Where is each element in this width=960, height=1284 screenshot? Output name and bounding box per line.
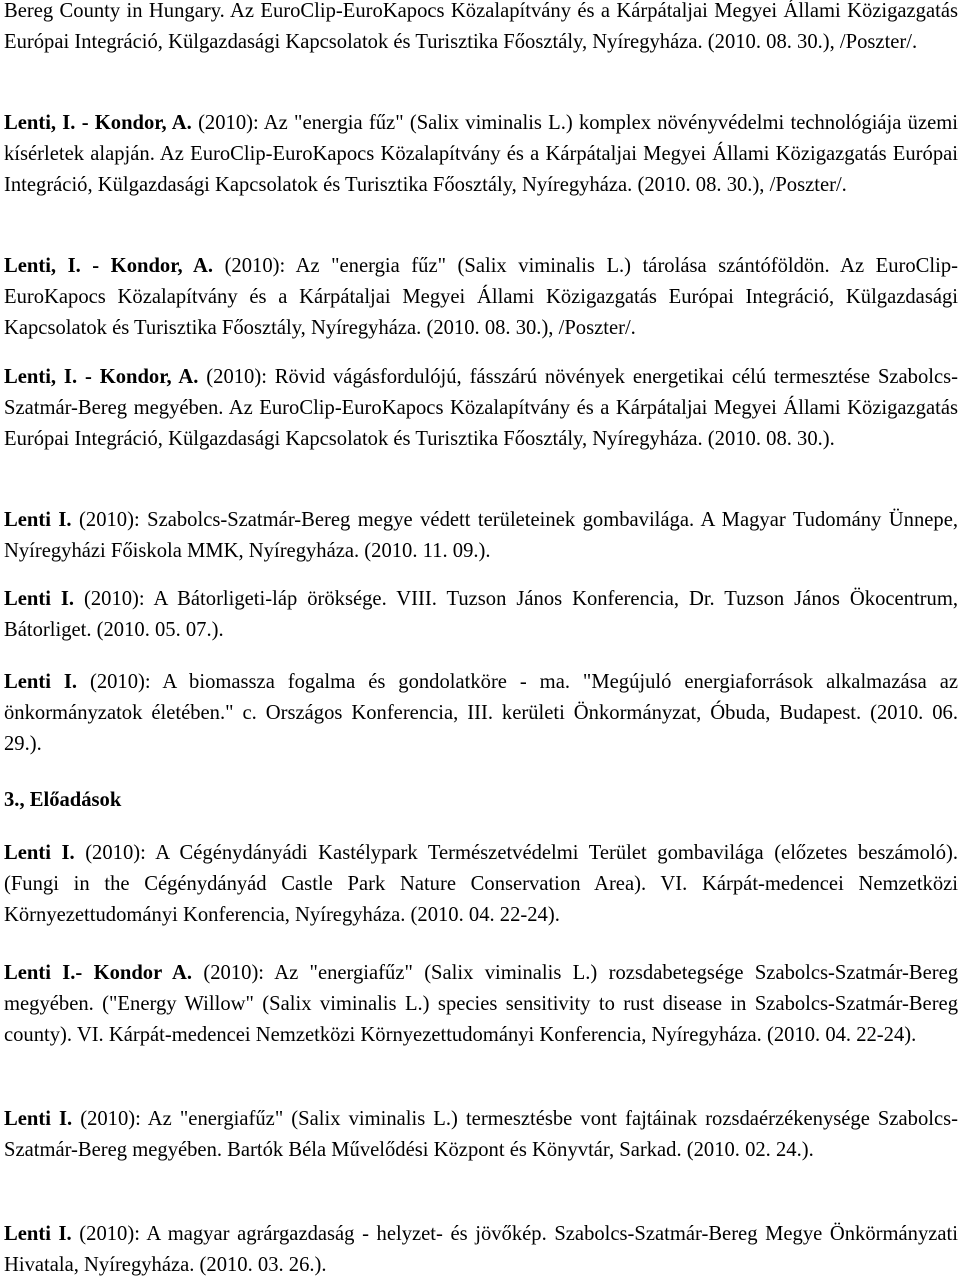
reference-entry-4 bbox=[4, 362, 958, 455]
reference-entry-5 bbox=[4, 505, 958, 567]
entry-text: (2010): A Bátorligeti-láp öröksége. VIII. Tuzson János Konferencia, Dr. Tuzson János Ökocentrum, Bátorliget. (2010. 05. 07.). bbox=[4, 588, 958, 641]
reference-entry-6 bbox=[4, 584, 958, 646]
presentation-entry-2 bbox=[4, 958, 958, 1051]
entry-text: Bereg County in Hungary. Az EuroClip-EuroKapocs Közalapítvány és a Kárpátaljai Megyei Állami Közigazgatás Európai Integráció, Külgazdasági Kapcsolatok és Turisztika Főosztály, Nyíregyháza. (2010. 08. 30.), /Poszter/. bbox=[4, 0, 958, 53]
entry-authors: Lenti I. bbox=[4, 588, 75, 610]
reference-entry-2 bbox=[4, 108, 958, 201]
entry-authors: Lenti, I. - Kondor, A. bbox=[4, 112, 192, 134]
entry-authors: Lenti, I. - Kondor, A. bbox=[4, 366, 199, 388]
entry-authors: Lenti I. bbox=[4, 509, 72, 531]
entry-authors: Lenti I. bbox=[4, 842, 75, 864]
entry-authors: Lenti I. bbox=[4, 671, 78, 693]
entry-text: (2010): Az "energia fűz" (Salix viminalis L.) komplex növényvédelmi technológiája üzemi kísérletek alapján. Az EuroClip-EuroKapocs Közalapítvány és a Kárpátaljai Megyei Állami Közigazgatás Európai Integráció, Külgazdasági Kapcsolatok és Turisztika Főosztály, Nyíregyháza. (2010. 08. 30.), /Poszter/. bbox=[4, 112, 958, 196]
entry-authors: Lenti I. bbox=[4, 1223, 72, 1245]
presentation-entry-3 bbox=[4, 1104, 958, 1166]
entry-text: (2010): Az "energia fűz" (Salix viminalis L.) tárolása szántóföldön. Az EuroClip-EuroKapocs Közalapítvány és a Kárpátaljai Megyei Állami Közigazgatás Európai Integráció, Külgazdasági Kapcsolatok és Turisztika Főosztály, Nyíregyháza. (2010. 08. 30.), /Poszter/. bbox=[4, 255, 958, 339]
entry-text: (2010): A biomassza fogalma és gondolatköre - ma. "Megújuló energiaforrások alkalmazása az önkormányzatok életében." c. Országos Konferencia, III. kerületi Önkormányzat, Óbuda, Budapest. (2010. 06. 29.). bbox=[4, 671, 958, 755]
entry-authors: Lenti I.- Kondor A. bbox=[4, 962, 193, 984]
entry-text: (2010): Az "energiafűz" (Salix viminalis L.) termesztésbe vont fajtáinak rozsdaérzékenysége Szabolcs-Szatmár-Bereg megyében. Bartók Béla Művelődési Központ és Könyvtár, Sarkad. (2010. 02. 24.). bbox=[4, 1108, 958, 1161]
presentation-entry-4 bbox=[4, 1219, 958, 1281]
entry-authors: Lenti, I. - Kondor, A. bbox=[4, 255, 214, 277]
entry-text: (2010): A Cégénydányádi Kastélypark Természetvédelmi Terület gombavilága (előzetes beszámoló). (Fungi in the Cégénydányád Castle Park Nature Conservation Area). VI. Kárpát-medencei Nemzetközi Környezettudományi Konferencia, Nyíregyháza. (2010. 04. 22-24). bbox=[4, 842, 958, 926]
entry-text: (2010): A magyar agrárgazdaság - helyzet- és jövőkép. Szabolcs-Szatmár-Bereg Megye Önkörmányzati Hivatala, Nyíregyháza. (2010. 03. 26.). bbox=[4, 1223, 958, 1276]
reference-entry-3 bbox=[4, 251, 958, 344]
entry-text: (2010): Rövid vágásfordulójú, fásszárú növények energetikai célú termesztése Szabolcs-Szatmár-Bereg megyében. Az EuroClip-EuroKapocs Közalapítvány és a Kárpátaljai Megyei Állami Közigazgatás Európai Integráció, Külgazdasági Kapcsolatok és Turisztika Főosztály, Nyíregyháza. (2010. 08. 30.). bbox=[4, 366, 959, 450]
reference-entry-1 bbox=[4, 0, 958, 58]
presentation-entry-1 bbox=[4, 838, 958, 931]
entry-text: (2010): Szabolcs-Szatmár-Bereg megye védett területeinek gombavilága. A Magyar Tudomány Ünnepe, Nyíregyházi Főiskola MMK, Nyíregyháza. (2010. 11. 09.). bbox=[4, 509, 958, 562]
entry-authors: Lenti I. bbox=[4, 1108, 73, 1130]
entry-text: (2010): Az "energiafűz" (Salix viminalis L.) rozsdabetegsége Szabolcs-Szatmár-Bereg megyében. ("Energy Willow" (Salix viminalis L.) species sensitivity to rust disease in Szabolcs-Szatmár-Bereg county). VI. Kárpát-medencei Nemzetközi Környezettudományi Konferencia, Nyíregyháza. (2010. 04. 22-24). bbox=[4, 962, 959, 1046]
reference-entry-7 bbox=[4, 667, 958, 760]
section-heading: 3., Előadások bbox=[4, 789, 122, 811]
